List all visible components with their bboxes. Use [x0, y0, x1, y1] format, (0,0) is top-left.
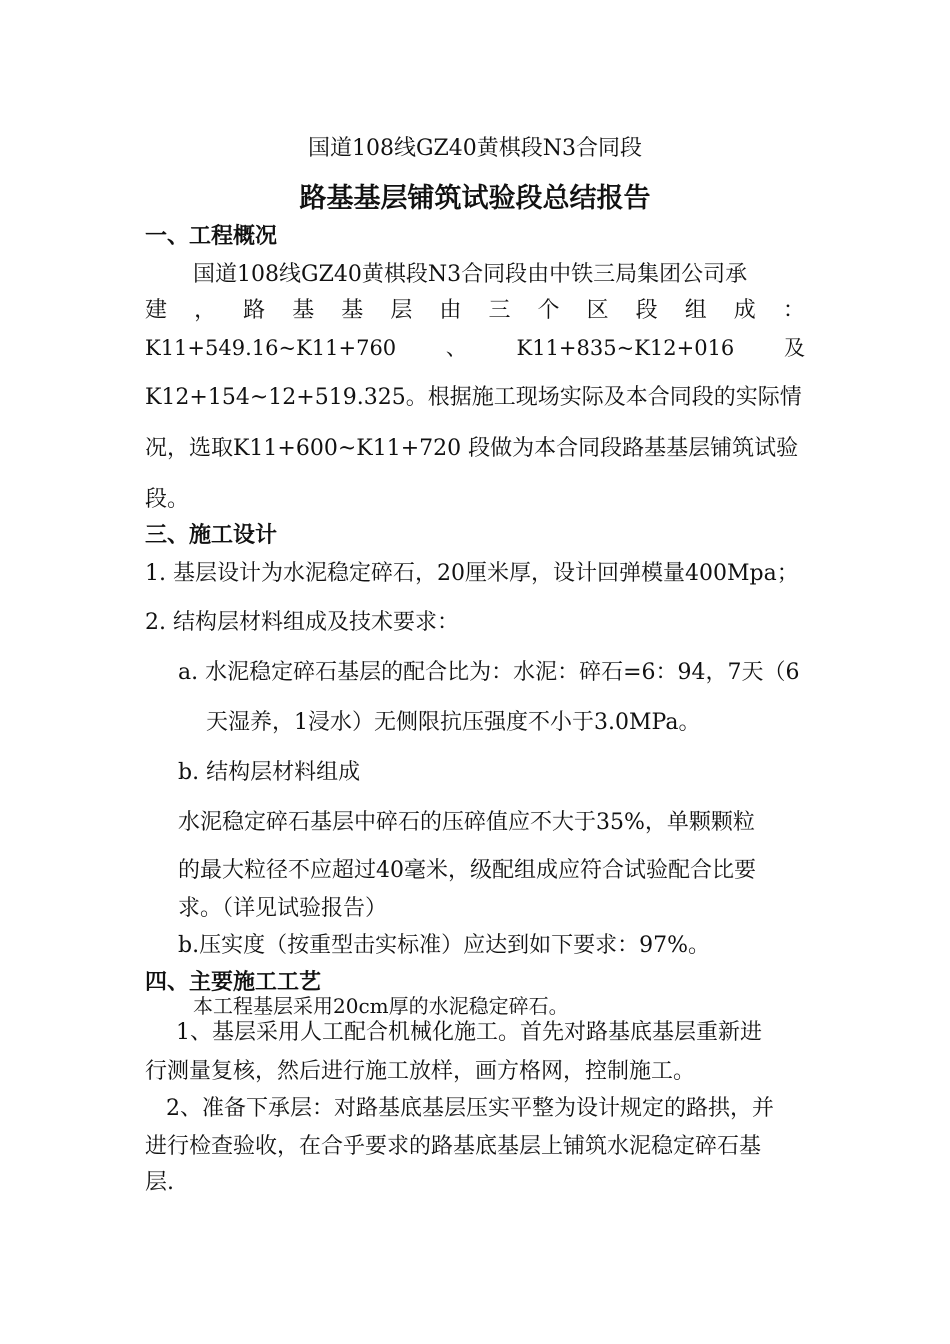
list-item: b. 结构层材料组成 — [178, 760, 361, 785]
paragraph-line: 层. — [145, 1170, 174, 1195]
justified-segment: 区 — [586, 298, 609, 323]
list-item: 1. 基层设计为水泥稳定碎石，20厘米厚，设计回弹模量400Mpa； — [145, 561, 799, 586]
justified-segment: 及 — [783, 336, 805, 360]
section-heading-overview: 一、工程概况 — [145, 224, 278, 249]
justified-segment: 基 — [292, 298, 315, 323]
paragraph-line: 求。（详见试验报告） — [178, 896, 388, 921]
paragraph-line: 况，选取K11+600~K11+720 段做为本合同段路基基层铺筑试验 — [145, 436, 799, 461]
justified-segment: 成 — [733, 298, 756, 323]
justified-segment: 、 — [445, 336, 467, 360]
paragraph-line: 国道108线GZ40黄棋段N3合同段由中铁三局集团公司承 — [193, 262, 748, 287]
paragraph-line: 行测量复核，然后进行施工放样，画方格网，控制施工。 — [145, 1059, 696, 1084]
justified-segment: 由 — [439, 298, 462, 323]
justified-segment: 基 — [341, 298, 364, 323]
justified-segment: 个 — [537, 298, 560, 323]
paragraph-line: 水泥稳定碎石基层中碎石的压碎值应不大于35%，单颗颗粒 — [178, 810, 755, 835]
justified-segment: K11+835~K12+016 — [516, 336, 735, 360]
list-item: 2. 结构层材料组成及技术要求： — [145, 610, 459, 635]
justified-segment: ： — [782, 298, 805, 323]
justified-segment: 三 — [488, 298, 511, 323]
list-item: b.压实度（按重型击实标准）应达到如下要求：97%。 — [178, 933, 710, 958]
section-heading-process: 四、主要施工工艺 — [145, 970, 322, 995]
paragraph-line: 2、准备下承层：对路基底基层压实平整为设计规定的路拱，并 — [166, 1096, 774, 1121]
justified-segment: ， — [194, 298, 217, 323]
justified-line — [145, 338, 805, 359]
document-title: 路基基层铺筑试验段总结报告 — [299, 183, 651, 214]
list-item: 天湿养，1浸水）无侧限抗压强度不小于3.0MPa。 — [206, 710, 701, 735]
document-subtitle: 国道108线GZ40黄棋段N3合同段 — [307, 136, 643, 161]
justified-segment: 建 — [145, 298, 168, 323]
paragraph-line: 进行检查验收，在合乎要求的路基底基层上铺筑水泥稳定碎石基 — [145, 1134, 762, 1159]
paragraph-line: 本工程基层采用20cm厚的水泥稳定碎石。 — [193, 994, 569, 1018]
paragraph-line: 1、基层采用人工配合机械化施工。首先对路基底基层重新进 — [176, 1020, 762, 1045]
paragraph-line: 段。 — [145, 487, 190, 512]
paragraph-line: K12+154~12+519.325。根据施工现场实际及本合同段的实际情 — [145, 385, 802, 410]
section-heading-design: 三、施工设计 — [145, 523, 278, 548]
justified-segment: 段 — [635, 298, 658, 323]
justified-segment: 路 — [243, 298, 266, 323]
justified-segment: 层 — [390, 298, 413, 323]
justified-line — [145, 300, 805, 322]
paragraph-line: 的最大粒径不应超过40毫米，级配组成应符合试验配合比要 — [178, 858, 756, 883]
list-item: a. 水泥稳定碎石基层的配合比为：水泥：碎石=6：94，7天（6 — [178, 660, 800, 685]
justified-segment: 组 — [684, 298, 707, 323]
justified-segment: K11+549.16~K11+760 — [145, 336, 397, 360]
